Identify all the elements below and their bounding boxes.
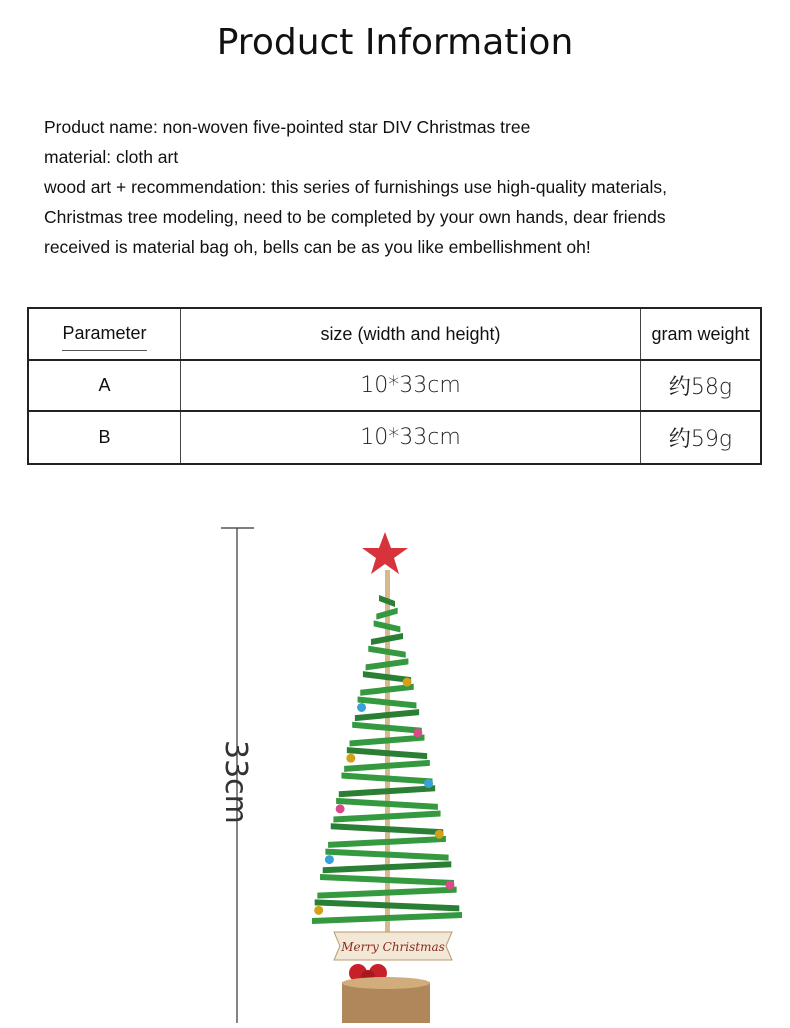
weight-value: 约59g (668, 427, 733, 452)
bell-icon (325, 855, 334, 864)
page-title: Product Information (216, 22, 574, 63)
table-row (29, 361, 760, 412)
description-line-name: Product name: non-woven five-pointed star DIV Christmas tree (44, 117, 531, 137)
bell-icon (445, 880, 454, 889)
bell-icon (424, 779, 433, 788)
bell-icon (336, 804, 345, 813)
bell-icon (403, 678, 412, 687)
header-cell-weight (641, 309, 760, 359)
bell-icon (435, 830, 444, 839)
wooden-base (342, 977, 430, 1023)
row-id: A (98, 375, 111, 395)
header-weight-label: gram weight (651, 323, 750, 344)
product-image (0, 470, 790, 1023)
star-topper (362, 532, 408, 574)
header-size-label: size (width and height) (320, 323, 501, 344)
description-line-recommendation: wood art + recommendation: this series of furnishings use high-quality materials, (44, 177, 668, 197)
description-line-material: material: cloth art (44, 147, 179, 167)
size-value: 10*33cm (360, 425, 461, 450)
header-cell-size (181, 309, 641, 359)
merry-christmas-banner (334, 932, 452, 960)
size-cell (181, 361, 641, 410)
dimension-label: 33cm (218, 740, 253, 824)
weight-cell (641, 412, 760, 463)
row-id-cell (29, 412, 181, 463)
row-id-cell (29, 361, 181, 410)
size-cell (181, 412, 641, 463)
weight-cell (641, 361, 760, 410)
product-description (44, 112, 774, 262)
size-value: 10*33cm (360, 373, 461, 398)
bell-icon (357, 703, 366, 712)
table-row (29, 412, 760, 463)
row-id: B (98, 427, 111, 447)
table-header-row (29, 309, 760, 361)
description-line-continued-1: Christmas tree modeling, need to be completed by your own hands, dear friends (44, 207, 666, 227)
spec-table (27, 307, 762, 465)
header-parameter-label: Parameter (62, 317, 146, 351)
description-line-continued-2: received is material bag oh, bells can be as you like embellishment oh! (44, 237, 591, 257)
header-cell-parameter (29, 309, 181, 359)
banner-text: Merry Christmas (341, 940, 445, 954)
bell-icon (314, 906, 323, 915)
bell-icon (346, 754, 355, 763)
weight-value: 约58g (668, 375, 733, 400)
bell-icon (413, 728, 422, 737)
christmas-tree-illustration (0, 470, 790, 1023)
